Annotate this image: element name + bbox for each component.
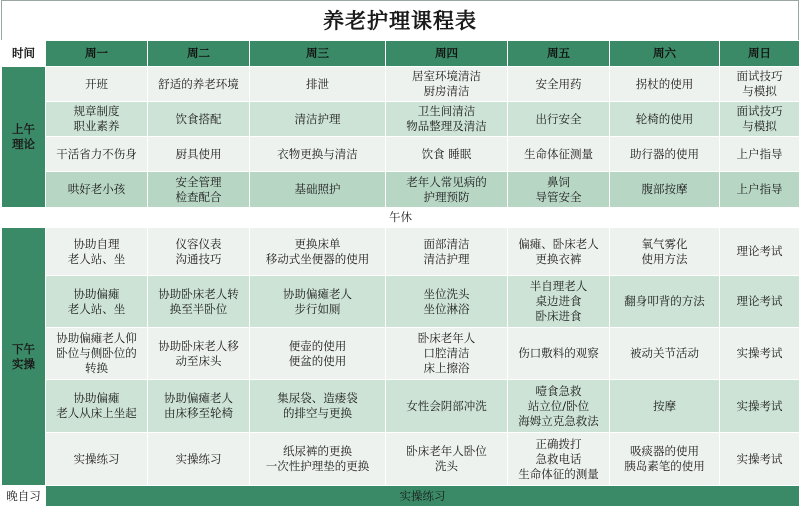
- morning-label: 上午 理论: [2, 67, 46, 208]
- class-cell: 腹部按摩: [610, 172, 720, 208]
- table-row: [2, 102, 800, 137]
- class-cell: 仪容仪表 沟通技巧: [148, 228, 250, 276]
- time-header: 时间: [2, 41, 46, 67]
- table-row: [2, 172, 800, 208]
- page-title: 养老护理课程表: [1, 0, 799, 40]
- class-cell: 协助偏瘫 老人站、坐: [46, 276, 148, 328]
- class-cell: 安全管理 检查配合: [148, 172, 250, 208]
- class-cell: 伤口敷料的观察: [508, 328, 610, 380]
- class-cell: 实操考试: [720, 433, 800, 486]
- class-cell: 实操练习: [148, 433, 250, 486]
- class-cell: 氧气雾化 使用方法: [610, 228, 720, 276]
- table-row: [2, 433, 800, 486]
- class-cell: 清洁护理: [250, 102, 386, 137]
- noon-section: [2, 208, 800, 228]
- class-cell: 拐杖的使用: [610, 67, 720, 102]
- class-cell: 鼻饲 导管安全: [508, 172, 610, 208]
- table-row: [2, 228, 800, 276]
- class-cell: 实操练习: [46, 433, 148, 486]
- class-cell: 出行安全: [508, 102, 610, 137]
- day-header: 周日: [720, 41, 800, 67]
- class-cell: 舒适的养老环境: [148, 67, 250, 102]
- morning-section: [2, 67, 800, 208]
- class-cell: 被动关节活动: [610, 328, 720, 380]
- class-cell: 噎食急救 站立位/卧位 海姆立克急救法: [508, 380, 610, 433]
- class-cell: 卧床老年人 口腔清洁 床上擦浴: [386, 328, 508, 380]
- evening-row: [2, 486, 800, 507]
- class-cell: 实操考试: [720, 380, 800, 433]
- class-cell: 面部清洁 清洁护理: [386, 228, 508, 276]
- class-cell: 理论考试: [720, 228, 800, 276]
- class-cell: 理论考试: [720, 276, 800, 328]
- day-header: 周六: [610, 41, 720, 67]
- class-cell: 翻身叩背的方法: [610, 276, 720, 328]
- class-cell: 上户指导: [720, 172, 800, 208]
- noon-row: [2, 208, 800, 228]
- evening-section: [2, 486, 800, 507]
- class-cell: 面试技巧 与模拟: [720, 102, 800, 137]
- table-row: [2, 137, 800, 172]
- class-cell: 协助偏瘫老人仰 卧位与侧卧位的 转换: [46, 328, 148, 380]
- class-cell: 更换床单 移动式坐便器的使用: [250, 228, 386, 276]
- class-cell: 卫生间清洁 物品整理及清洁: [386, 102, 508, 137]
- class-cell: 坐位洗头 坐位淋浴: [386, 276, 508, 328]
- evening-label: 晚自习: [2, 486, 46, 507]
- afternoon-label: 下午 实操: [2, 228, 46, 486]
- class-cell: 协助卧床老人转 换至半卧位: [148, 276, 250, 328]
- class-cell: 集尿袋、造瘘袋 的排空与更换: [250, 380, 386, 433]
- class-cell: 开班: [46, 67, 148, 102]
- class-cell: 饮食 睡眠: [386, 137, 508, 172]
- class-cell: 女性会阴部冲洗: [386, 380, 508, 433]
- class-cell: 协助卧床老人移 动至床头: [148, 328, 250, 380]
- evening-content: 实操练习: [46, 486, 800, 507]
- day-header: 周一: [46, 41, 148, 67]
- class-cell: 安全用药: [508, 67, 610, 102]
- class-cell: 吸痰器的使用 胰岛素笔的使用: [610, 433, 720, 486]
- class-cell: 居室环境清洁 厨房清洁: [386, 67, 508, 102]
- table-row: [2, 67, 800, 102]
- class-cell: 规章制度 职业素养: [46, 102, 148, 137]
- noon-break: 午休: [2, 208, 800, 228]
- class-cell: 干活省力不伤身: [46, 137, 148, 172]
- class-cell: 协助偏瘫 老人从床上坐起: [46, 380, 148, 433]
- class-cell: 排泄: [250, 67, 386, 102]
- class-cell: 按摩: [610, 380, 720, 433]
- class-cell: 协助偏瘫老人 由床移至轮椅: [148, 380, 250, 433]
- class-cell: 实操考试: [720, 328, 800, 380]
- class-cell: 协助自理 老人站、坐: [46, 228, 148, 276]
- afternoon-section: [2, 228, 800, 486]
- class-cell: 生命体征测量: [508, 137, 610, 172]
- class-cell: 助行器的使用: [610, 137, 720, 172]
- class-cell: 上户指导: [720, 137, 800, 172]
- class-cell: 卧床老年人卧位 洗头: [386, 433, 508, 486]
- class-cell: 衣物更换与清洁: [250, 137, 386, 172]
- class-cell: 哄好老小孩: [46, 172, 148, 208]
- day-header: 周四: [386, 41, 508, 67]
- table-row: [2, 328, 800, 380]
- day-header: 周二: [148, 41, 250, 67]
- class-cell: 厨具使用: [148, 137, 250, 172]
- class-cell: 基础照护: [250, 172, 386, 208]
- day-header: 周三: [250, 41, 386, 67]
- class-cell: 偏瘫、卧床老人 更换衣裤: [508, 228, 610, 276]
- class-cell: 协助偏瘫老人 步行如厕: [250, 276, 386, 328]
- day-header: 周五: [508, 41, 610, 67]
- table-row: [2, 276, 800, 328]
- class-cell: 饮食搭配: [148, 102, 250, 137]
- header-row: [2, 41, 800, 67]
- class-cell: 面试技巧 与模拟: [720, 67, 800, 102]
- class-cell: 轮椅的使用: [610, 102, 720, 137]
- class-cell: 便壶的使用 便盆的使用: [250, 328, 386, 380]
- class-cell: 纸尿裤的更换 一次性护理垫的更换: [250, 433, 386, 486]
- table-row: [2, 380, 800, 433]
- class-cell: 正确拨打 急救电话 生命体征的测量: [508, 433, 610, 486]
- class-cell: 老年人常见病的 护理预防: [386, 172, 508, 208]
- schedule-table: [1, 40, 800, 507]
- class-cell: 半自理老人 桌边进食 卧床进食: [508, 276, 610, 328]
